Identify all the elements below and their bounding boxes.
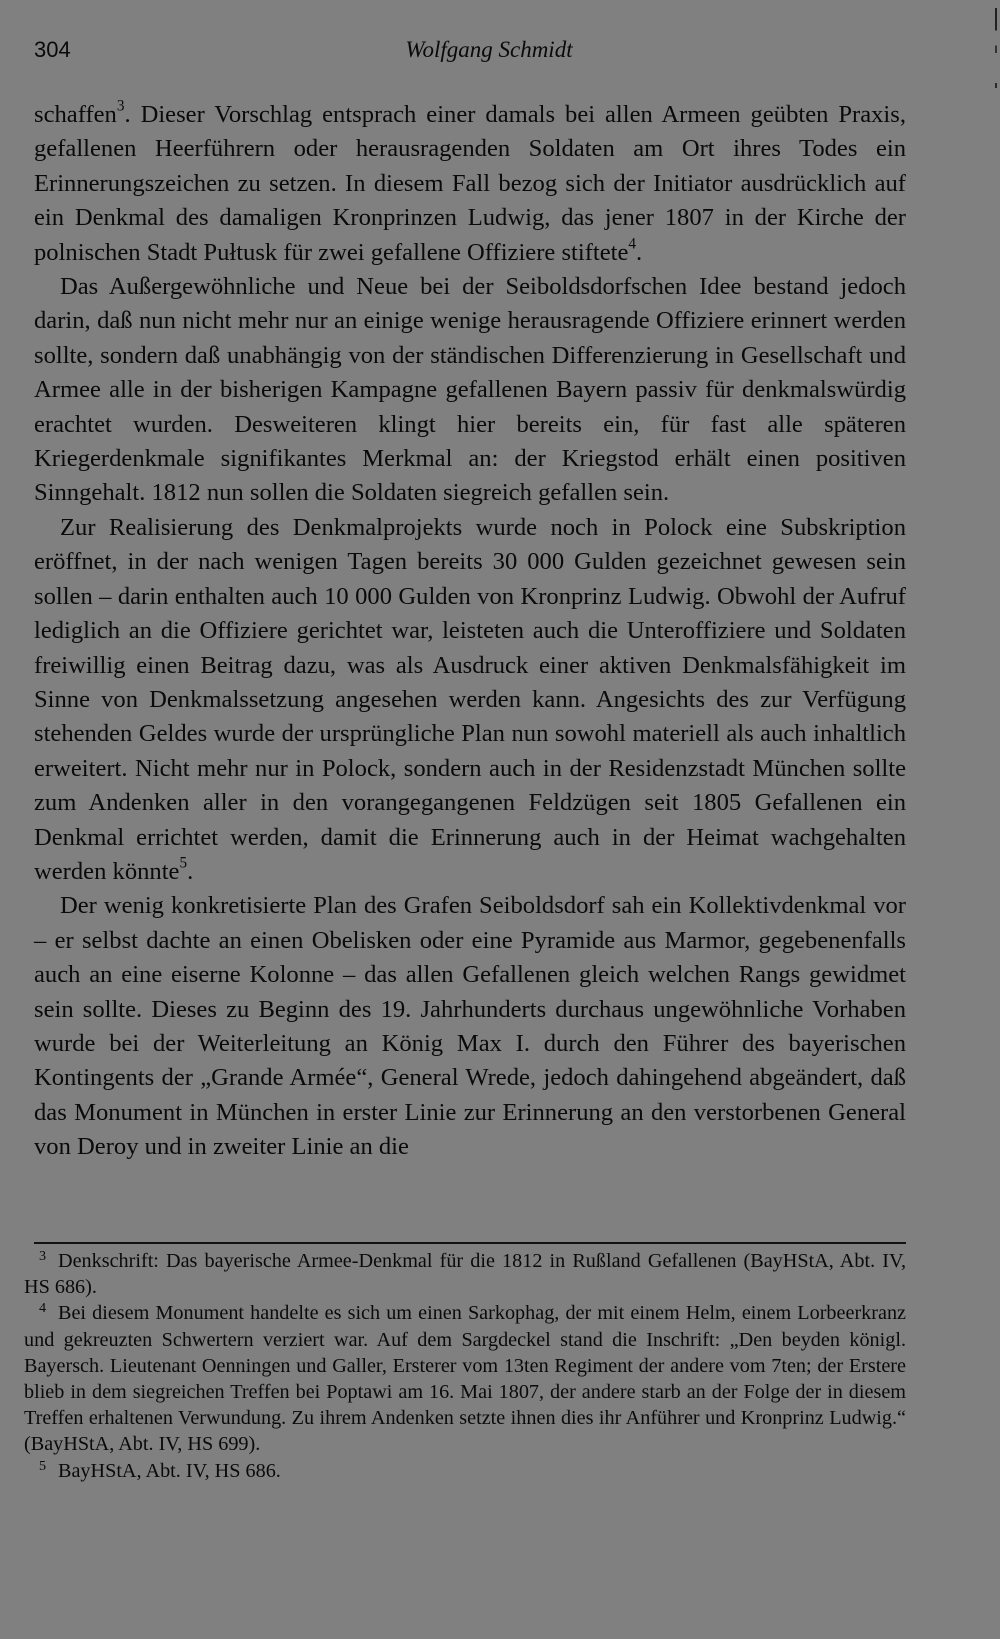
footnote-rule [34,1242,906,1244]
footnote-ref-5: 5 [179,854,188,872]
page-number: 304 [34,37,71,62]
footnote-5: 5 BayHStA, Abt. IV, HS 686. [38,1457,281,1482]
paragraph-1: schaffen$^3$. Dieser Vorschlag entsprach einer damals bei allen Armeen geübten Praxis, gefallenen Heerführern oder herausragenden Soldaten am Ort ihres Todes ein Erinnerungszeichen zu setzen. In diesem Fall bezog sich der Initiator ausdrücklich auf ein Denkmal des damaligen Kronprinzen Ludwig, das jener 1807 in der Kirche der polnischen Stadt Pułtusk für zwei gefallene Offiziere stiftete$^4$. [34,97,906,266]
footnote-4: 4 Bei diesem Monument handelte es sich um einen Sarkophag, der mit einem Helm, einem Lorbeerkranz und gekreuzten Schwertern verziert war. Auf dem Sargdeckel stand die Inschrift: „Den beyden königl. Bayersch. Lieutenant Oenningen und Galler, Ersterer vom 13ten Regiment der andere vom 7ten; der Erstere blieb in dem siegreichen Treffen bei Poptawi am 16. Mai 1807, der andere starb an der Folge der in diesem Treffen erhaltenen Verwundung. Zu ihrem Andenken setzte ihnen dies ihr Anführer und Kronprinz Ludwig.“ (BayHStA, Abt. IV, HS 699). [24,1300,906,1456]
footnote-ref-4: 4 [628,235,637,253]
footnotes [24,1248,906,1484]
body-text [34,98,906,1165]
footnote-ref-3: 3 [116,97,125,115]
paragraph-4: Der wenig konkretisierte Plan des Grafen Seiboldsdorf sah ein Kollektivdenkmal vor – er selbst dachte an einen Obelisken oder eine Pyramide aus Marmor, gegebenenfalls auch an eine eiserne Kolonne – das allen Gefallenen gleich welchen Rangs gewidmet sein sollte. Dieses zu Beginn des 19. Jahrhunderts durchaus ungewöhnliche Vorhaben wurde bei der Weiterleitung an König Max I. durch den Führer des bayerischen Kontingents der „Grande Armée“, General Wrede, jedoch dahingehend abgeändert, daß das Monument in München in erster Linie zur Erinnerung an den verstorbenen General von Deroy und in zweiter Linie an die [34,892,906,1161]
footnote-3: 3 Denkschrift: Das bayerische Armee-Denkmal für die 1812 in Rußland Gefallenen (BayHStA, Abt. IV, HS 686). [24,1247,906,1299]
running-head: Wolfgang Schmidt [405,37,573,62]
paragraph-3: Zur Realisierung des Denkmalprojekts wurde noch in Polock eine Subskription eröffnet, in der nach wenigen Tagen bereits 30 000 Gulden gezeichnet gewesen sein sollen – darin enthalten auch 10 000 Gulden von Kronprinz Ludwig. Obwohl der Aufruf lediglich an die Offiziere gerichtet war, leisteten auch die Unteroffiziere und Soldaten freiwillig einen Beitrag dazu, was als Ausdruck einer aktiven Denkmalsfähigkeit im Sinne von Denkmalssetzung angesehen werden kann. Angesichts des zur Verfügung stehenden Geldes wurde der ursprüngliche Plan nun sowohl materiell als auch inhaltlich erweitert. Nicht mehr nur in Polock, sondern auch in der Residenzstadt München sollte zum Andenken aller in den vorangegangenen Feldzügen seit 1805 Gefallenen ein Denkmal errichtet werden, damit die Erinnerung auch in der Heimat wachgehalten werden könnte$^5$. [34,513,906,885]
paragraph-2: Das Außergewöhnliche und Neue bei der Seiboldsdorfschen Idee bestand jedoch darin, daß nun nicht mehr nur an einige wenige herausragende Offiziere erinnert werden sollte, sondern daß unabhängig von der ständischen Differenzierung in Gesellschaft und Armee alle in der bisherigen Kampagne gefallenen Bayern passiv für denkmalswürdig erachtet wurden. Desweiteren klingt hier bereits ein, für fast alle späteren Kriegerdenkmale signifikantes Merkmal an: der Kriegstod erhält einen positiven Sinngehalt. 1812 nun sollen die Soldaten siegreich gefallen sein. [34,273,906,507]
page-header [34,30,914,70]
page-edge-mark [995,8,997,133]
